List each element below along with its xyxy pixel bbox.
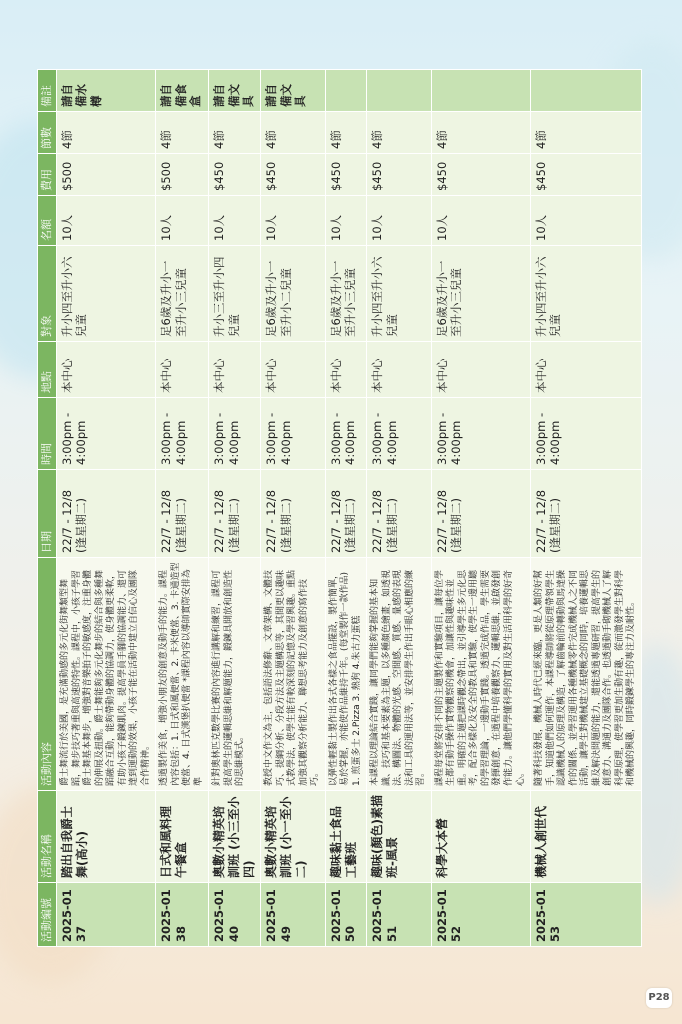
cell-quota: 10人 (261, 196, 326, 246)
cell-date: 22/7 - 12/8 (逢星期二) (209, 470, 261, 558)
cell-desc: 以彈性輕黏土製作出各式各樣之食品擺設，製作簡單，易於掌握，亦能使作品維持千年。(每堂製作一款作品) 1. 煎蛋多士 2.Pizza 3. 熱狗 4.朱古力蛋糕 (325, 558, 367, 791)
table-row (261, 70, 326, 947)
cell-fee: $500 (156, 154, 209, 196)
cell-time: 3:00pm - 4:00pm (325, 398, 367, 470)
cell-code: 2025-0149 (261, 883, 326, 947)
cell-note: 請自備文具 (209, 70, 261, 112)
cell-target: 升小三至升小四兒童 (209, 246, 261, 342)
cell-name: 趣味黏土食品工藝班 (325, 791, 367, 883)
cell-quota: 10人 (209, 196, 261, 246)
cell-place: 本中心 (57, 342, 156, 398)
cell-sessions: 4節 (57, 112, 156, 154)
cell-quota: 10人 (57, 196, 156, 246)
cell-name: 踏出自我爵士舞(高小) (57, 791, 156, 883)
page-number: P28 (646, 988, 672, 1008)
table-row (156, 70, 209, 947)
cell-name: 奧數小精英培訓班 (小三至小四) (209, 791, 261, 883)
table-row (431, 70, 530, 947)
column-header: 時間 (38, 398, 57, 470)
column-header: 活動編號 (38, 883, 57, 947)
cell-fee: $450 (531, 154, 642, 196)
column-header: 日期 (38, 470, 57, 558)
cell-quota: 10人 (325, 196, 367, 246)
cell-date: 22/7 - 12/8 (逢星期二) (431, 470, 530, 558)
column-header: 備註 (38, 70, 57, 112)
cell-note (531, 70, 642, 112)
cell-sessions: 4節 (431, 112, 530, 154)
cell-desc: 本課程以理論結合實踐，讓同學們能夠掌握的基本知識、技巧和基本要素為主題，以多種顏色繪畫，如透視法、構圖法、物體的光感、空間感、質感、量感的表現法和工具的運用法等，並安排學生作出手眼心相應的練習。 (367, 558, 432, 791)
cell-code: 2025-0138 (156, 883, 209, 947)
cell-desc: 隨著科技發展，機械人時代已經來臨，更是人類的好幫手，知道他們如何運作，本課程導師將從原理帶領學生認識機械人的原理及構造，了解齒輪前的轉動與馬達操作的關係，並學習運用各種機械零件完成機械人之不同活動，讓學生對機械建立基礎概念的同時，培養邏輯思維及解決問題的能力，還能透過專題研習，提高學生的創意力、溝通力及團隊合作。也透過動手砌機械人了解科學原理，使學習更加生動有趣，從而激發學生對科學和機械的興趣，同時鍛鍊學生的專注力及耐性。 (531, 558, 642, 791)
cell-date: 22/7 - 12/8 (逢星期二) (261, 470, 326, 558)
cell-note: 請自備食盒 (156, 70, 209, 112)
cell-place: 本中心 (209, 342, 261, 398)
cell-desc: 課程每堂將安排不同的主題製作和實驗項目，讓每位學生都有動手操作實物觀察的機會，加讓性與趣味性並重。明確的主題把課時觀念帶出，並引導學生多元化思考，配合多樣化及安全的教具和實驗，使學生一邊用聽的學習理論，一邊動手實踐。透過完成作品，學生需要發揮創意，在過程中培養觀察力、邏輯思維，並啟發創作能力。讓他們學懂科學的實用及對生活用科學的好奇心。 (431, 558, 530, 791)
cell-date: 22/7 - 12/8 (逢星期二) (325, 470, 367, 558)
cell-sessions: 4節 (325, 112, 367, 154)
column-header: 活動名稱 (38, 791, 57, 883)
column-header: 地點 (38, 342, 57, 398)
cell-place: 本中心 (531, 342, 642, 398)
table-row (325, 70, 367, 947)
cell-note (367, 70, 432, 112)
cell-name: 科學大本營 (431, 791, 530, 883)
cell-date: 22/7 - 12/8 (逢星期二) (57, 470, 156, 558)
column-header: 活動內容 (38, 558, 57, 791)
cell-code: 2025-0137 (57, 883, 156, 947)
cell-time: 3:00pm - 4:00pm (156, 398, 209, 470)
cell-sessions: 4節 (367, 112, 432, 154)
cell-code: 2025-0151 (367, 883, 432, 947)
cell-sessions: 4節 (156, 112, 209, 154)
cell-sessions: 4節 (261, 112, 326, 154)
cell-place: 本中心 (261, 342, 326, 398)
cell-time: 3:00pm - 4:00pm (531, 398, 642, 470)
cell-code: 2025-0150 (325, 883, 367, 947)
cell-code: 2025-0152 (431, 883, 530, 947)
cell-target: 足6歲及升小一至升小二兒童 (261, 246, 326, 342)
cell-desc: 爵士舞流行於美國，是充滿動感的多元化街舞類型舞蹈，舞步技巧著重與高速的特性。課程中，小孩子學習爵士舞基本舞步，增強對音樂拍子的敏感度，注重身體的伸展及扭動。爵士舞能夠多元化舞步的結合與多種舞蹈融合互動，能夠帶動身體的協調力，使身體更柔軟，有助小孩子鍛鍊肌肉。提高學員手腳的協調能力、還可達到運動的效果，小孩子能在活動中建立自信心及團隊合作精神。 (57, 558, 156, 791)
cell-desc: 針對奧林匹克數學比賽的內容進行講解和練習，課程可提高學生的邏輯思維和解題能力，鍛鍊具開放和創造性的思維模式。 (209, 558, 261, 791)
cell-target: 升小四至升小六兒童 (367, 246, 432, 342)
cell-date: 22/7 - 12/8 (逢星期二) (367, 470, 432, 558)
cell-target: 足6歲及升小一至升小三兒童 (325, 246, 367, 342)
cell-fee: $450 (325, 154, 367, 196)
table-body (57, 70, 642, 947)
cell-time: 3:00pm - 4:00pm (261, 398, 326, 470)
table-header-row (38, 70, 57, 947)
cell-desc: 教授中文作文為主，包括語法修辭、文章架構、文體技巧、提綱分析、分段方法及主題構思等，其間更以趣味式教學法，使學生能有較深刻的記憶及學習興趣。重點加強其觀察分析能力、聯想思考能力及創意的寫作技巧。 (261, 558, 326, 791)
cell-date: 22/7 - 12/8 (逢星期二) (156, 470, 209, 558)
cell-note (431, 70, 530, 112)
cell-target: 足6歲及升小一至升小三兒童 (431, 246, 530, 342)
cell-quota: 10人 (156, 196, 209, 246)
cell-code: 2025-0153 (531, 883, 642, 947)
cell-name: 奧數小精英培訓班 (小一至小二) (261, 791, 326, 883)
cell-code: 2025-0140 (209, 883, 261, 947)
table-row (367, 70, 432, 947)
cell-time: 3:00pm - 4:00pm (209, 398, 261, 470)
cell-date: 22/7 - 12/8 (逢星期二) (531, 470, 642, 558)
cell-target: 升小四至升小六兒童 (531, 246, 642, 342)
cell-desc: 透過製作美食，增強小朋友的創意及動手的能力。課程內容包括：1. 日式和風便當、2. 卡米便當、3. 卡通造型便當、4. 日式漢堡扒便當 *課程內容以導師實際安排為準 (156, 558, 209, 791)
activity-table (37, 69, 642, 947)
column-header: 名額 (38, 196, 57, 246)
cell-fee: $450 (209, 154, 261, 196)
cell-note: 請自備水樽 (57, 70, 156, 112)
table-row (209, 70, 261, 947)
cell-note: 請自備文具 (261, 70, 326, 112)
cell-fee: $450 (261, 154, 326, 196)
cell-name: 機械人創世代 (531, 791, 642, 883)
cell-time: 3:00pm - 4:00pm (57, 398, 156, 470)
cell-quota: 10人 (367, 196, 432, 246)
cell-quota: 10人 (431, 196, 530, 246)
cell-time: 3:00pm - 4:00pm (431, 398, 530, 470)
table-row (57, 70, 156, 947)
cell-fee: $450 (431, 154, 530, 196)
cell-sessions: 4節 (531, 112, 642, 154)
cell-place: 本中心 (325, 342, 367, 398)
cell-time: 3:00pm - 4:00pm (367, 398, 432, 470)
cell-fee: $500 (57, 154, 156, 196)
cell-note (325, 70, 367, 112)
table-row (531, 70, 642, 947)
cell-target: 升小四至升小六兒童 (57, 246, 156, 342)
cell-place: 本中心 (431, 342, 530, 398)
column-header: 對象 (38, 246, 57, 342)
activity-table-rotated (37, 70, 639, 947)
cell-sessions: 4節 (209, 112, 261, 154)
cell-quota: 10人 (531, 196, 642, 246)
cell-target: 足6歲及升小一至升小三兒童 (156, 246, 209, 342)
column-header: 節數 (38, 112, 57, 154)
cell-fee: $450 (367, 154, 432, 196)
cell-name: 日式和風料理午餐盒 (156, 791, 209, 883)
column-header: 費用 (38, 154, 57, 196)
cell-place: 本中心 (156, 342, 209, 398)
cell-place: 本中心 (367, 342, 432, 398)
cell-name: 趣味(顏色)素描班-風景 (367, 791, 432, 883)
